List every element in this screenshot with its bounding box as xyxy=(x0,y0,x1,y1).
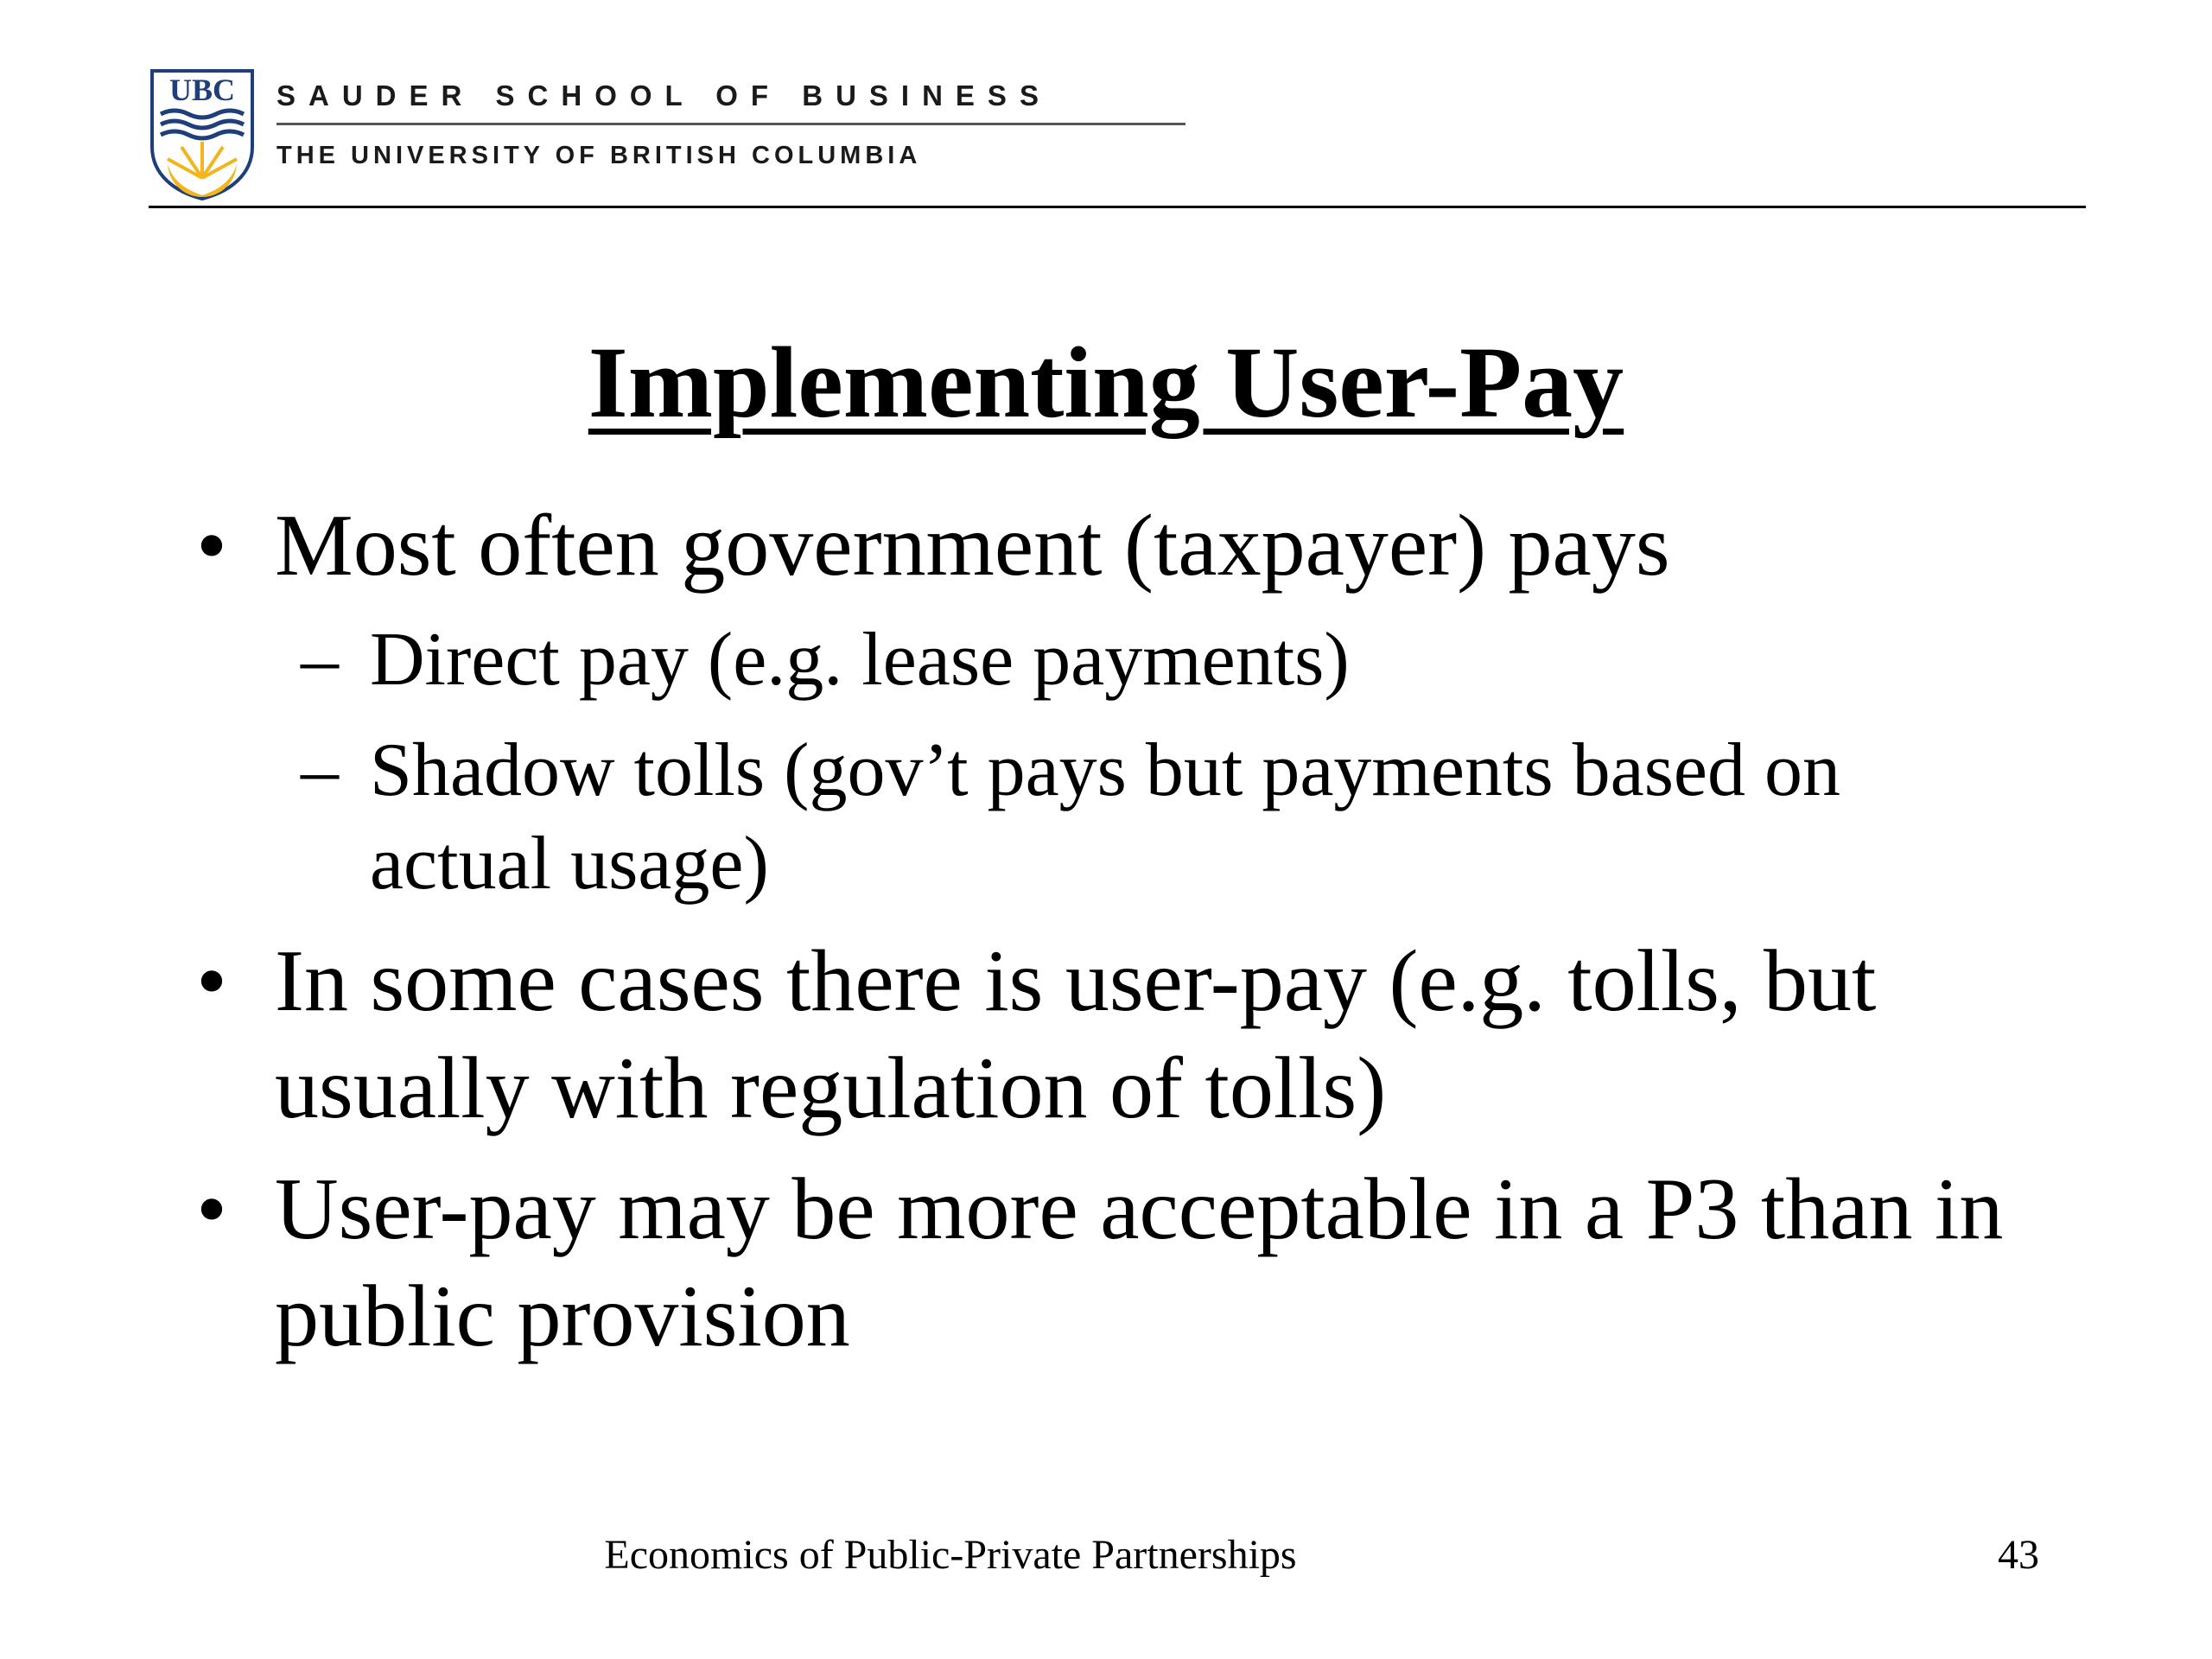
page-number: 43 xyxy=(1998,1532,2039,1578)
bullet-item xyxy=(181,928,2022,1142)
bullet-text: User-pay may be more acceptable in a P3 than in public provision xyxy=(275,1160,2004,1365)
slide-title: Implementing User-Pay xyxy=(588,326,1624,439)
university-name: THE UNIVERSITY OF BRITISH COLUMBIA xyxy=(276,142,922,169)
sub-bullet-item xyxy=(181,613,2022,707)
school-name: SAUDER SCHOOL OF BUSINESS xyxy=(276,79,1052,111)
bullet-marker: • xyxy=(196,497,227,594)
crest-text: UBC xyxy=(168,73,236,107)
bullet-item xyxy=(181,493,2022,600)
bullet-item xyxy=(181,1156,2022,1370)
sub-bullet-marker: – xyxy=(301,728,339,812)
footer-title: Economics of Public-Private Partnerships xyxy=(604,1532,1297,1578)
sub-bullet-text: Shadow tolls (gov’t pays but payments based on actual usage) xyxy=(370,728,1840,906)
slide-header xyxy=(149,67,2086,210)
header-rule xyxy=(149,206,2086,208)
ubc-crest-logo xyxy=(149,67,256,200)
bullet-text: Most often government (taxpayer) pays xyxy=(275,497,1670,594)
bullet-marker: • xyxy=(196,932,227,1030)
sub-bullet-text: Direct pay (e.g. lease payments) xyxy=(370,618,1350,702)
header-divider xyxy=(276,123,1185,125)
bullet-text: In some cases there is user-pay (e.g. tolls, but usually with regulation of tolls) xyxy=(275,932,1877,1137)
slide-content xyxy=(181,493,2022,1384)
sub-bullet-marker: – xyxy=(301,618,339,702)
bullet-marker: • xyxy=(196,1160,227,1258)
sub-bullet-item xyxy=(181,724,2022,911)
